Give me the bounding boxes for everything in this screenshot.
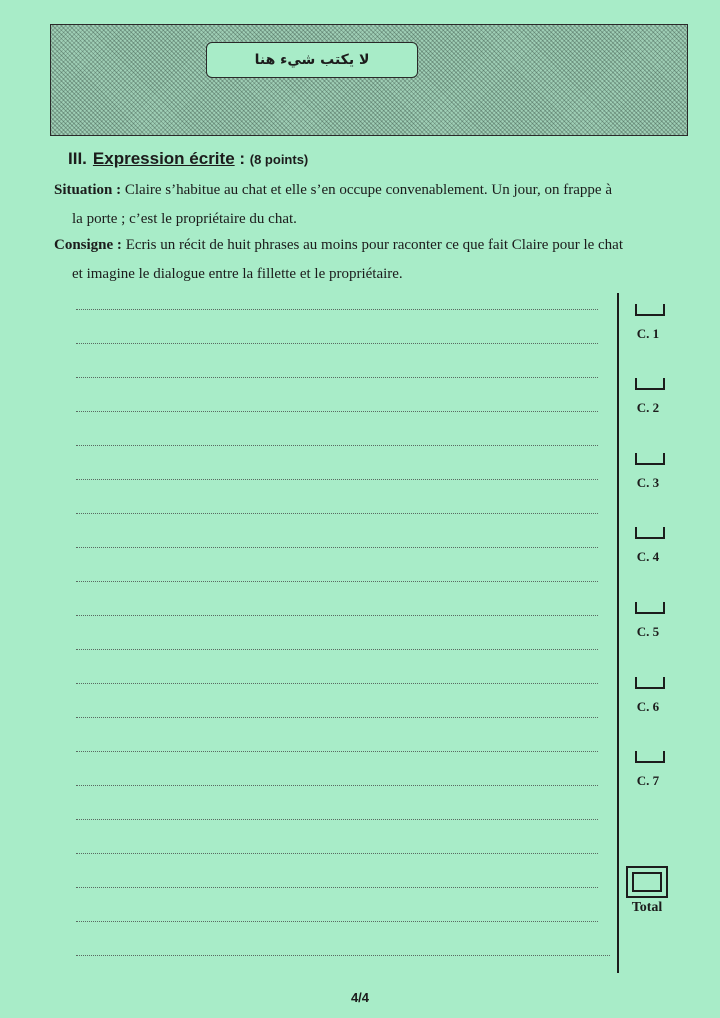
situation-text-2: la porte ; c’est le propriétaire du chat. bbox=[72, 211, 297, 227]
section-number: III. bbox=[68, 149, 87, 168]
writing-line[interactable] bbox=[76, 479, 598, 480]
writing-line[interactable] bbox=[76, 581, 598, 582]
situation-paragraph bbox=[54, 176, 664, 234]
criterion-label: C. 1 bbox=[636, 326, 660, 341]
criterion-label: C. 3 bbox=[636, 475, 660, 490]
criterion-c6 bbox=[628, 677, 672, 725]
consigne-text-2: et imagine le dialogue entre la fillette et le propriétaire. bbox=[72, 266, 403, 282]
consigne-line-1 bbox=[54, 231, 664, 260]
criterion-label: C. 4 bbox=[636, 549, 660, 564]
section-points: (8 points) bbox=[249, 152, 309, 167]
writing-line[interactable] bbox=[76, 955, 610, 956]
criterion-label: C. 5 bbox=[636, 624, 660, 639]
consigne-label: Consigne : bbox=[54, 237, 122, 253]
consigne-paragraph bbox=[54, 231, 664, 289]
total-label: Total bbox=[631, 900, 663, 915]
criterion-label: C. 2 bbox=[636, 400, 660, 415]
score-bracket bbox=[635, 304, 665, 316]
total-score-inner-box bbox=[632, 872, 662, 892]
writing-line[interactable] bbox=[76, 547, 598, 548]
writing-line[interactable] bbox=[76, 445, 598, 446]
writing-line[interactable] bbox=[76, 343, 598, 344]
writing-line[interactable] bbox=[76, 411, 598, 412]
writing-line[interactable] bbox=[76, 309, 598, 310]
situation-label: Situation : bbox=[54, 182, 122, 198]
section-heading bbox=[68, 149, 308, 169]
section-separator: : bbox=[234, 149, 250, 168]
writing-line[interactable] bbox=[76, 887, 598, 888]
writing-line[interactable] bbox=[76, 785, 598, 786]
criterion-c3 bbox=[628, 453, 672, 501]
reserved-area bbox=[50, 24, 688, 136]
section-title: Expression écrite bbox=[92, 149, 235, 168]
writing-line[interactable] bbox=[76, 513, 598, 514]
grading-column-divider bbox=[617, 293, 619, 973]
page-number: 4/4 bbox=[350, 990, 370, 1005]
consigne-text-1: Ecris un récit de huit phrases au moins pour raconter ce que fait Claire pour le chat bbox=[121, 237, 624, 253]
situation-text-1: Claire s’habitue au chat et elle s’en occupe convenablement. Un jour, on frappe à bbox=[121, 182, 612, 198]
score-bracket bbox=[635, 453, 665, 465]
writing-line[interactable] bbox=[76, 921, 598, 922]
writing-line[interactable] bbox=[76, 819, 598, 820]
writing-line[interactable] bbox=[76, 615, 598, 616]
writing-line[interactable] bbox=[76, 717, 598, 718]
writing-line[interactable] bbox=[76, 853, 598, 854]
writing-line[interactable] bbox=[76, 683, 598, 684]
criterion-label: C. 6 bbox=[636, 699, 660, 714]
writing-line[interactable] bbox=[76, 377, 598, 378]
criterion-label: C. 7 bbox=[636, 773, 660, 788]
do-not-write-notice: لا يكتب شيء هنا bbox=[206, 42, 418, 78]
criterion-c1 bbox=[628, 304, 672, 352]
situation-line-1 bbox=[54, 176, 664, 205]
score-bracket bbox=[635, 527, 665, 539]
writing-line[interactable] bbox=[76, 649, 598, 650]
criterion-c2 bbox=[628, 378, 672, 426]
criterion-c4 bbox=[628, 527, 672, 575]
score-bracket bbox=[635, 378, 665, 390]
score-bracket bbox=[635, 677, 665, 689]
criterion-c5 bbox=[628, 602, 672, 650]
writing-line[interactable] bbox=[76, 751, 598, 752]
score-bracket bbox=[635, 602, 665, 614]
criterion-c7 bbox=[628, 751, 672, 799]
total-score-box bbox=[626, 866, 668, 898]
score-bracket bbox=[635, 751, 665, 763]
